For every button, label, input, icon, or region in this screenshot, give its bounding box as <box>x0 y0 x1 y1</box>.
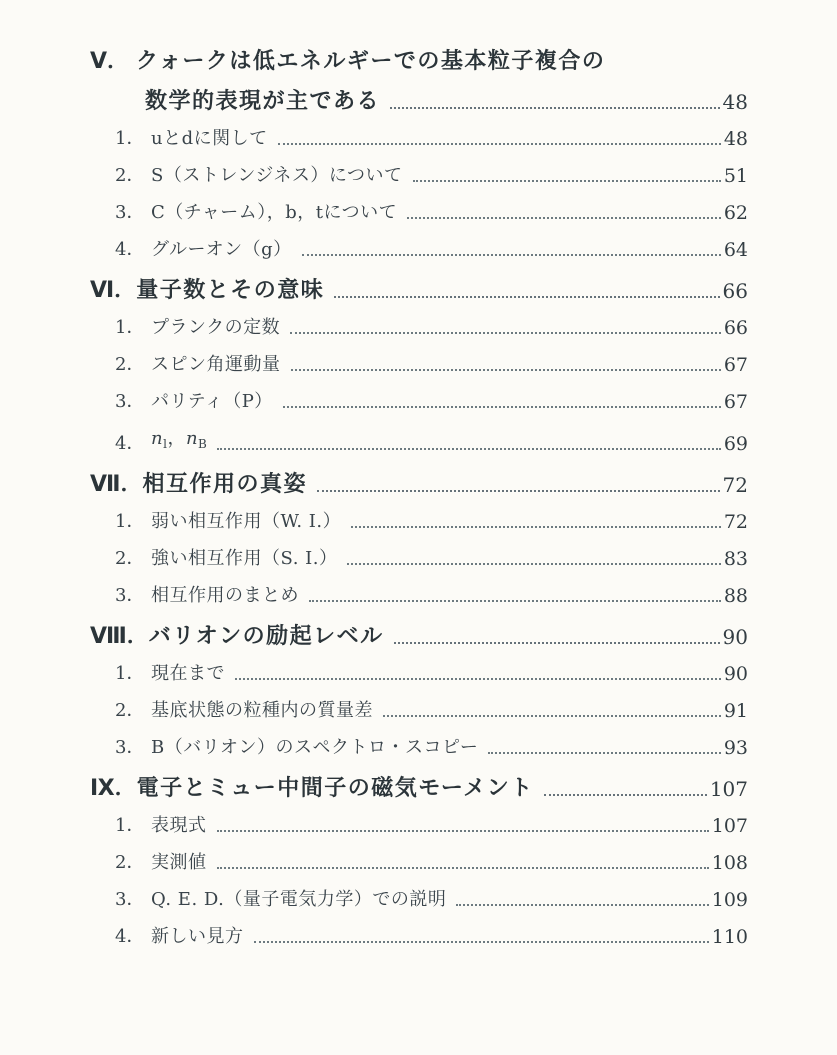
dot-leader <box>317 490 720 492</box>
dot-leader <box>456 904 708 906</box>
dot-leader <box>217 448 720 450</box>
entry-title: 表現式 <box>151 815 207 836</box>
entry-number: 1． <box>115 815 145 836</box>
page-number: 93 <box>723 737 748 759</box>
entry-number: 2． <box>115 852 145 873</box>
toc-entry <box>90 200 748 226</box>
entry-number: 3． <box>115 391 145 412</box>
toc-entry <box>90 924 748 950</box>
section-heading-continuation <box>90 86 748 118</box>
section-title: 量子数とその意味 <box>136 278 325 303</box>
entry-title: パリティ（P） <box>151 391 273 412</box>
entry-title: S（ストレンジネス）について <box>151 165 403 186</box>
entry-number: 2． <box>115 700 145 721</box>
entry-number: 2． <box>115 548 145 569</box>
entry-title: 基底状態の粒種内の質量差 <box>151 700 373 721</box>
dot-leader <box>235 678 721 680</box>
page-number: 91 <box>723 700 748 722</box>
dot-leader <box>394 642 720 644</box>
entry-title: プランクの定数 <box>151 317 281 338</box>
dot-leader <box>278 143 721 145</box>
entry-title: 現在まで <box>151 663 225 684</box>
section-heading <box>90 275 748 307</box>
section-number: Ⅸ． <box>90 776 137 801</box>
entry-number: 3． <box>115 585 145 606</box>
toc-entry <box>90 389 748 415</box>
page-number: 109 <box>711 889 748 911</box>
page-number: 72 <box>722 473 748 497</box>
page-number: 48 <box>723 128 748 150</box>
page-number: 69 <box>723 433 748 455</box>
entry-number: 1． <box>115 317 145 338</box>
page-number: 107 <box>709 777 748 801</box>
dot-leader <box>544 794 707 796</box>
entry-number: 2． <box>115 165 145 186</box>
entry-number: 2． <box>115 354 145 375</box>
page-number: 62 <box>723 202 748 224</box>
entry-number: 4． <box>115 926 145 947</box>
toc-entry <box>90 813 748 839</box>
page-number: 83 <box>723 548 748 570</box>
entry-number: 3． <box>115 202 145 223</box>
dot-leader <box>407 217 721 219</box>
toc-entry <box>90 163 748 189</box>
dot-leader <box>488 752 720 754</box>
toc-entry <box>90 126 748 152</box>
section-number: Ⅷ． <box>90 624 149 649</box>
dot-leader <box>390 107 720 109</box>
section-title: 電子とミュー中間子の磁気モーメント <box>136 776 534 801</box>
entry-title-symbols: $n_l$，$n_B$ <box>151 428 208 451</box>
dot-leader <box>309 600 721 602</box>
page-number: 72 <box>723 511 748 533</box>
entry-title: 新しい見方 <box>151 926 244 947</box>
dot-leader <box>351 526 721 528</box>
section-heading <box>90 46 748 78</box>
entry-title: Q. E. D.（量子電気力学）での説明 <box>151 889 447 910</box>
entry-title: 実測値 <box>151 852 207 873</box>
entry-title: B（バリオン）のスペクトロ・スコピー <box>151 737 479 758</box>
section-heading <box>90 469 748 501</box>
dot-leader <box>217 830 709 832</box>
entry-number: 4． <box>115 433 145 454</box>
entry-title: 弱い相互作用（W. I.） <box>151 511 342 532</box>
toc-entry <box>90 583 748 609</box>
dot-leader <box>283 406 721 408</box>
page-number: 64 <box>723 239 748 261</box>
entry-title: 強い相互作用（S. I.） <box>151 548 338 569</box>
section-number: Ⅵ． <box>90 278 137 303</box>
dot-leader <box>347 563 720 565</box>
page-number: 66 <box>722 279 748 303</box>
entry-number: 3． <box>115 889 145 910</box>
table-of-contents <box>90 46 748 961</box>
toc-entry <box>90 887 748 913</box>
dot-leader <box>217 867 709 869</box>
entry-title: 相互作用のまとめ <box>151 585 299 606</box>
dot-leader <box>254 941 709 943</box>
section-title: 相互作用の真姿 <box>142 472 308 497</box>
dot-leader <box>334 296 719 298</box>
toc-entry <box>90 735 748 761</box>
toc-entry <box>90 237 748 263</box>
page-number: 48 <box>722 90 748 114</box>
entry-title: グルーオン（g） <box>151 239 292 260</box>
section-heading <box>90 621 748 653</box>
page-number: 90 <box>723 663 748 685</box>
entry-number: 4． <box>115 239 145 260</box>
toc-entry <box>90 661 748 687</box>
page-number: 107 <box>711 815 748 837</box>
page-number: 88 <box>723 585 748 607</box>
page-number: 66 <box>723 317 748 339</box>
section-title-line2: 数学的表現が主である <box>145 89 381 114</box>
entry-number: 1． <box>115 511 145 532</box>
page-number: 90 <box>722 625 748 649</box>
toc-entry <box>90 315 748 341</box>
dot-leader <box>290 332 721 334</box>
toc-entry <box>90 546 748 572</box>
page-number: 108 <box>711 852 748 874</box>
section-heading <box>90 773 748 805</box>
entry-title: C（チャーム），b，tについて <box>151 202 398 223</box>
page-number: 67 <box>723 354 748 376</box>
section-number: Ⅶ． <box>90 472 143 497</box>
entry-title: スピン角運動量 <box>151 354 281 375</box>
entry-number: 1． <box>115 663 145 684</box>
dot-leader <box>413 180 721 182</box>
toc-entry <box>90 426 748 457</box>
toc-entry <box>90 509 748 535</box>
entry-title: uとdに関して <box>151 128 268 149</box>
entry-number: 1． <box>115 128 145 149</box>
toc-entry <box>90 698 748 724</box>
dot-leader <box>291 369 721 371</box>
toc-entry <box>90 850 748 876</box>
page-number: 51 <box>723 165 748 187</box>
entry-number: 3． <box>115 737 145 758</box>
toc-entry <box>90 352 748 378</box>
dot-leader <box>383 715 721 717</box>
section-title-line1: クォークは低エネルギーでの基本粒子複合の <box>136 49 606 74</box>
dot-leader <box>302 254 721 256</box>
page-number: 110 <box>711 926 748 948</box>
page-number: 67 <box>723 391 748 413</box>
section-number: Ⅴ． <box>90 49 130 74</box>
section-title: バリオンの励起レベル <box>148 624 384 649</box>
